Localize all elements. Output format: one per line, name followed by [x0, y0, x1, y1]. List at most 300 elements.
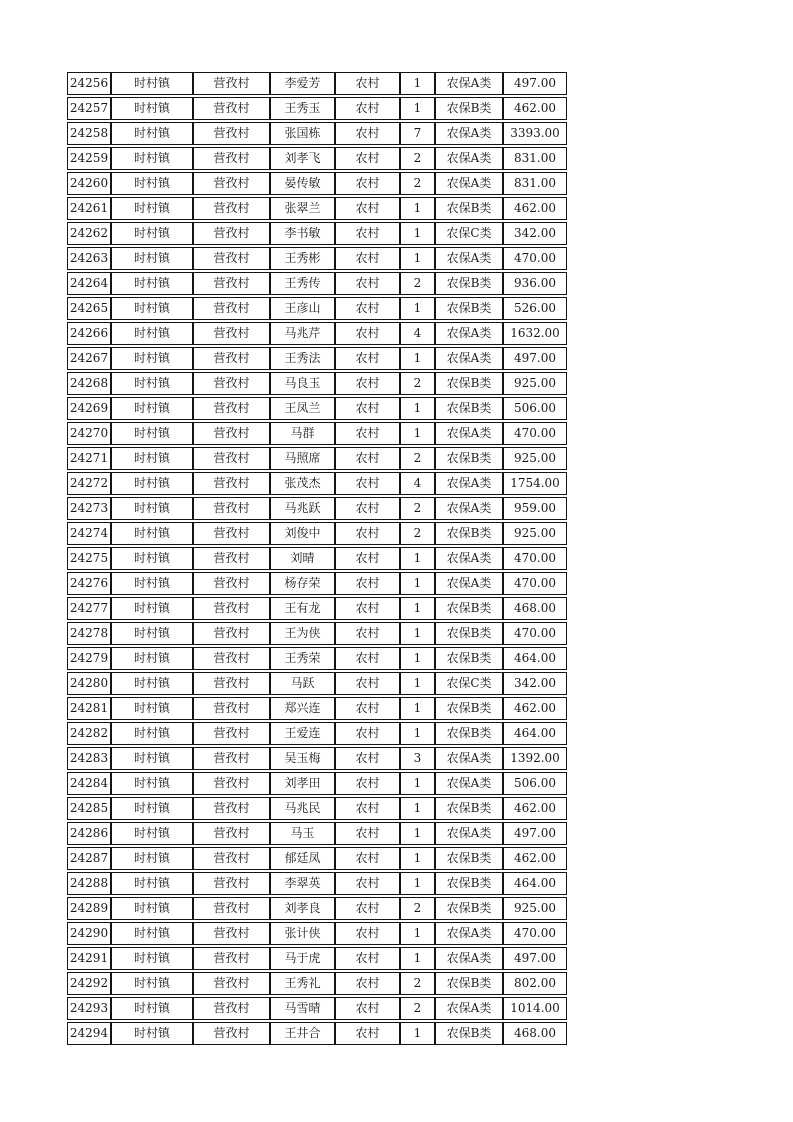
table-row	[67, 997, 567, 1020]
cell-insurance-category: 农保B类	[435, 597, 503, 620]
table-row	[67, 522, 567, 545]
cell-amount: 462.00	[503, 697, 567, 720]
cell-member-count: 1	[400, 872, 435, 895]
cell-record-id: 24281	[67, 697, 111, 720]
cell-person-name: 李书敏	[270, 222, 335, 245]
cell-member-count: 2	[400, 372, 435, 395]
cell-town: 时村镇	[111, 647, 193, 670]
table-row	[67, 472, 567, 495]
records-table-body	[67, 72, 567, 1045]
cell-residence-type: 农村	[335, 847, 400, 870]
cell-residence-type: 农村	[335, 797, 400, 820]
cell-village: 营孜村	[193, 822, 270, 845]
cell-insurance-category: 农保A类	[435, 497, 503, 520]
cell-residence-type: 农村	[335, 947, 400, 970]
cell-person-name: 马兆民	[270, 797, 335, 820]
cell-amount: 802.00	[503, 972, 567, 995]
cell-town: 时村镇	[111, 622, 193, 645]
cell-insurance-category: 农保A类	[435, 122, 503, 145]
cell-insurance-category: 农保A类	[435, 772, 503, 795]
cell-village: 营孜村	[193, 547, 270, 570]
cell-village: 营孜村	[193, 272, 270, 295]
cell-member-count: 2	[400, 897, 435, 920]
cell-town: 时村镇	[111, 572, 193, 595]
cell-member-count: 3	[400, 747, 435, 770]
cell-person-name: 王秀传	[270, 272, 335, 295]
cell-amount: 470.00	[503, 422, 567, 445]
cell-town: 时村镇	[111, 697, 193, 720]
cell-residence-type: 农村	[335, 922, 400, 945]
cell-insurance-category: 农保C类	[435, 222, 503, 245]
cell-village: 营孜村	[193, 972, 270, 995]
cell-record-id: 24259	[67, 147, 111, 170]
cell-insurance-category: 农保B类	[435, 847, 503, 870]
cell-member-count: 2	[400, 997, 435, 1020]
cell-record-id: 24274	[67, 522, 111, 545]
cell-member-count: 2	[400, 522, 435, 545]
cell-record-id: 24262	[67, 222, 111, 245]
cell-member-count: 1	[400, 797, 435, 820]
cell-person-name: 马良玉	[270, 372, 335, 395]
cell-person-name: 马兆跃	[270, 497, 335, 520]
cell-town: 时村镇	[111, 922, 193, 945]
table-row	[67, 897, 567, 920]
cell-person-name: 王有龙	[270, 597, 335, 620]
cell-village: 营孜村	[193, 297, 270, 320]
cell-residence-type: 农村	[335, 672, 400, 695]
cell-member-count: 1	[400, 672, 435, 695]
table-row	[67, 122, 567, 145]
cell-member-count: 1	[400, 347, 435, 370]
cell-residence-type: 农村	[335, 572, 400, 595]
cell-person-name: 王秀礼	[270, 972, 335, 995]
cell-town: 时村镇	[111, 772, 193, 795]
cell-insurance-category: 农保B类	[435, 622, 503, 645]
cell-town: 时村镇	[111, 672, 193, 695]
cell-insurance-category: 农保A类	[435, 422, 503, 445]
cell-insurance-category: 农保B类	[435, 372, 503, 395]
cell-member-count: 1	[400, 97, 435, 120]
cell-village: 营孜村	[193, 672, 270, 695]
cell-member-count: 1	[400, 72, 435, 95]
cell-town: 时村镇	[111, 247, 193, 270]
cell-person-name: 刘晴	[270, 547, 335, 570]
cell-village: 营孜村	[193, 697, 270, 720]
cell-village: 营孜村	[193, 347, 270, 370]
cell-amount: 468.00	[503, 597, 567, 620]
cell-village: 营孜村	[193, 72, 270, 95]
cell-town: 时村镇	[111, 272, 193, 295]
cell-record-id: 24258	[67, 122, 111, 145]
cell-record-id: 24294	[67, 1022, 111, 1045]
cell-residence-type: 农村	[335, 547, 400, 570]
cell-person-name: 刘孝田	[270, 772, 335, 795]
cell-insurance-category: 农保B类	[435, 797, 503, 820]
cell-amount: 497.00	[503, 947, 567, 970]
cell-record-id: 24279	[67, 647, 111, 670]
cell-town: 时村镇	[111, 597, 193, 620]
cell-town: 时村镇	[111, 322, 193, 345]
cell-person-name: 马跃	[270, 672, 335, 695]
cell-amount: 342.00	[503, 222, 567, 245]
cell-residence-type: 农村	[335, 747, 400, 770]
cell-village: 营孜村	[193, 722, 270, 745]
cell-residence-type: 农村	[335, 172, 400, 195]
cell-person-name: 马玉	[270, 822, 335, 845]
cell-residence-type: 农村	[335, 247, 400, 270]
cell-town: 时村镇	[111, 472, 193, 495]
cell-town: 时村镇	[111, 822, 193, 845]
table-row	[67, 422, 567, 445]
table-row	[67, 872, 567, 895]
cell-village: 营孜村	[193, 1022, 270, 1045]
cell-record-id: 24268	[67, 372, 111, 395]
cell-record-id: 24265	[67, 297, 111, 320]
cell-person-name: 王秀彬	[270, 247, 335, 270]
cell-town: 时村镇	[111, 97, 193, 120]
cell-insurance-category: 农保B类	[435, 522, 503, 545]
cell-amount: 1014.00	[503, 997, 567, 1020]
cell-town: 时村镇	[111, 547, 193, 570]
cell-amount: 925.00	[503, 447, 567, 470]
table-row	[67, 622, 567, 645]
cell-village: 营孜村	[193, 147, 270, 170]
cell-person-name: 王凤兰	[270, 397, 335, 420]
cell-member-count: 1	[400, 847, 435, 870]
cell-residence-type: 农村	[335, 147, 400, 170]
cell-town: 时村镇	[111, 172, 193, 195]
table-row	[67, 672, 567, 695]
cell-insurance-category: 农保A类	[435, 472, 503, 495]
cell-residence-type: 农村	[335, 422, 400, 445]
cell-village: 营孜村	[193, 372, 270, 395]
cell-member-count: 1	[400, 822, 435, 845]
cell-amount: 464.00	[503, 872, 567, 895]
cell-insurance-category: 农保B类	[435, 697, 503, 720]
cell-amount: 497.00	[503, 347, 567, 370]
cell-insurance-category: 农保B类	[435, 722, 503, 745]
cell-member-count: 2	[400, 447, 435, 470]
cell-record-id: 24284	[67, 772, 111, 795]
cell-amount: 831.00	[503, 172, 567, 195]
cell-amount: 831.00	[503, 147, 567, 170]
cell-person-name: 李爱芳	[270, 72, 335, 95]
cell-town: 时村镇	[111, 297, 193, 320]
cell-insurance-category: 农保C类	[435, 672, 503, 695]
cell-record-id: 24273	[67, 497, 111, 520]
cell-member-count: 1	[400, 572, 435, 595]
table-row	[67, 847, 567, 870]
cell-amount: 526.00	[503, 297, 567, 320]
cell-town: 时村镇	[111, 1022, 193, 1045]
cell-record-id: 24293	[67, 997, 111, 1020]
cell-town: 时村镇	[111, 847, 193, 870]
cell-record-id: 24263	[67, 247, 111, 270]
cell-record-id: 24277	[67, 597, 111, 620]
cell-record-id: 24276	[67, 572, 111, 595]
cell-town: 时村镇	[111, 347, 193, 370]
cell-amount: 462.00	[503, 847, 567, 870]
cell-person-name: 杨存荣	[270, 572, 335, 595]
cell-record-id: 24271	[67, 447, 111, 470]
cell-residence-type: 农村	[335, 597, 400, 620]
cell-person-name: 王秀荣	[270, 647, 335, 670]
cell-residence-type: 农村	[335, 322, 400, 345]
cell-insurance-category: 农保A类	[435, 247, 503, 270]
cell-residence-type: 农村	[335, 397, 400, 420]
cell-person-name: 张国栋	[270, 122, 335, 145]
cell-village: 营孜村	[193, 497, 270, 520]
cell-insurance-category: 农保A类	[435, 572, 503, 595]
cell-amount: 470.00	[503, 922, 567, 945]
cell-record-id: 24289	[67, 897, 111, 920]
table-row	[67, 597, 567, 620]
cell-record-id: 24282	[67, 722, 111, 745]
cell-insurance-category: 农保A类	[435, 72, 503, 95]
cell-amount: 506.00	[503, 397, 567, 420]
cell-member-count: 1	[400, 547, 435, 570]
cell-member-count: 1	[400, 647, 435, 670]
cell-record-id: 24266	[67, 322, 111, 345]
cell-amount: 3393.00	[503, 122, 567, 145]
cell-village: 营孜村	[193, 597, 270, 620]
cell-insurance-category: 农保B类	[435, 647, 503, 670]
table-row	[67, 972, 567, 995]
cell-person-name: 刘孝良	[270, 897, 335, 920]
cell-member-count: 1	[400, 1022, 435, 1045]
cell-amount: 470.00	[503, 547, 567, 570]
cell-amount: 1632.00	[503, 322, 567, 345]
cell-insurance-category: 农保A类	[435, 322, 503, 345]
cell-town: 时村镇	[111, 722, 193, 745]
cell-amount: 925.00	[503, 897, 567, 920]
cell-member-count: 1	[400, 422, 435, 445]
cell-record-id: 24286	[67, 822, 111, 845]
cell-person-name: 张翠兰	[270, 197, 335, 220]
table-row	[67, 797, 567, 820]
cell-residence-type: 农村	[335, 122, 400, 145]
cell-residence-type: 农村	[335, 197, 400, 220]
cell-person-name: 张茂杰	[270, 472, 335, 495]
table-row	[67, 647, 567, 670]
cell-residence-type: 农村	[335, 497, 400, 520]
cell-record-id: 24287	[67, 847, 111, 870]
table-row	[67, 297, 567, 320]
cell-village: 营孜村	[193, 572, 270, 595]
cell-insurance-category: 农保B类	[435, 197, 503, 220]
cell-record-id: 24288	[67, 872, 111, 895]
cell-village: 营孜村	[193, 997, 270, 1020]
cell-village: 营孜村	[193, 847, 270, 870]
cell-town: 时村镇	[111, 872, 193, 895]
cell-member-count: 2	[400, 497, 435, 520]
cell-member-count: 1	[400, 947, 435, 970]
cell-record-id: 24285	[67, 797, 111, 820]
cell-residence-type: 农村	[335, 997, 400, 1020]
cell-amount: 959.00	[503, 497, 567, 520]
table-row	[67, 222, 567, 245]
cell-member-count: 1	[400, 622, 435, 645]
cell-amount: 1754.00	[503, 472, 567, 495]
table-row	[67, 772, 567, 795]
cell-village: 营孜村	[193, 422, 270, 445]
cell-member-count: 4	[400, 322, 435, 345]
cell-village: 营孜村	[193, 647, 270, 670]
table-row	[67, 1022, 567, 1045]
cell-member-count: 1	[400, 222, 435, 245]
cell-town: 时村镇	[111, 897, 193, 920]
cell-village: 营孜村	[193, 897, 270, 920]
cell-amount: 342.00	[503, 672, 567, 695]
cell-record-id: 24270	[67, 422, 111, 445]
table-row	[67, 372, 567, 395]
cell-record-id: 24260	[67, 172, 111, 195]
cell-village: 营孜村	[193, 97, 270, 120]
cell-town: 时村镇	[111, 372, 193, 395]
cell-person-name: 吴玉梅	[270, 747, 335, 770]
cell-village: 营孜村	[193, 772, 270, 795]
cell-record-id: 24292	[67, 972, 111, 995]
cell-member-count: 1	[400, 922, 435, 945]
cell-village: 营孜村	[193, 747, 270, 770]
table-row	[67, 547, 567, 570]
cell-record-id: 24264	[67, 272, 111, 295]
cell-person-name: 王秀玉	[270, 97, 335, 120]
cell-residence-type: 农村	[335, 272, 400, 295]
cell-amount: 1392.00	[503, 747, 567, 770]
cell-person-name: 王为侠	[270, 622, 335, 645]
cell-town: 时村镇	[111, 972, 193, 995]
table-row	[67, 97, 567, 120]
cell-person-name: 王爱连	[270, 722, 335, 745]
cell-residence-type: 农村	[335, 647, 400, 670]
table-row	[67, 447, 567, 470]
cell-person-name: 马照席	[270, 447, 335, 470]
cell-town: 时村镇	[111, 947, 193, 970]
table-row	[67, 722, 567, 745]
cell-insurance-category: 农保A类	[435, 947, 503, 970]
cell-record-id: 24257	[67, 97, 111, 120]
cell-residence-type: 农村	[335, 697, 400, 720]
cell-town: 时村镇	[111, 747, 193, 770]
cell-residence-type: 农村	[335, 347, 400, 370]
cell-insurance-category: 农保A类	[435, 147, 503, 170]
cell-residence-type: 农村	[335, 722, 400, 745]
cell-member-count: 1	[400, 247, 435, 270]
cell-amount: 470.00	[503, 572, 567, 595]
cell-insurance-category: 农保B类	[435, 1022, 503, 1045]
cell-residence-type: 农村	[335, 972, 400, 995]
cell-insurance-category: 农保B类	[435, 872, 503, 895]
cell-village: 营孜村	[193, 522, 270, 545]
cell-village: 营孜村	[193, 122, 270, 145]
cell-town: 时村镇	[111, 797, 193, 820]
table-row	[67, 822, 567, 845]
cell-record-id: 24290	[67, 922, 111, 945]
cell-record-id: 24275	[67, 547, 111, 570]
cell-insurance-category: 农保B类	[435, 897, 503, 920]
cell-town: 时村镇	[111, 497, 193, 520]
cell-residence-type: 农村	[335, 472, 400, 495]
cell-village: 营孜村	[193, 247, 270, 270]
cell-residence-type: 农村	[335, 772, 400, 795]
cell-amount: 506.00	[503, 772, 567, 795]
table-row	[67, 322, 567, 345]
cell-insurance-category: 农保B类	[435, 447, 503, 470]
table-row	[67, 272, 567, 295]
cell-record-id: 24280	[67, 672, 111, 695]
cell-residence-type: 农村	[335, 222, 400, 245]
cell-town: 时村镇	[111, 122, 193, 145]
cell-amount: 925.00	[503, 372, 567, 395]
cell-person-name: 马兆芹	[270, 322, 335, 345]
cell-member-count: 2	[400, 972, 435, 995]
cell-village: 营孜村	[193, 197, 270, 220]
table-row	[67, 572, 567, 595]
table-row	[67, 72, 567, 95]
cell-insurance-category: 农保A类	[435, 822, 503, 845]
cell-amount: 497.00	[503, 72, 567, 95]
cell-insurance-category: 农保B类	[435, 272, 503, 295]
cell-insurance-category: 农保A类	[435, 997, 503, 1020]
cell-village: 营孜村	[193, 172, 270, 195]
cell-amount: 462.00	[503, 97, 567, 120]
table-row	[67, 197, 567, 220]
cell-amount: 462.00	[503, 797, 567, 820]
cell-record-id: 24256	[67, 72, 111, 95]
cell-residence-type: 农村	[335, 72, 400, 95]
cell-record-id: 24261	[67, 197, 111, 220]
cell-member-count: 7	[400, 122, 435, 145]
cell-person-name: 马雪晴	[270, 997, 335, 1020]
cell-record-id: 24291	[67, 947, 111, 970]
cell-member-count: 1	[400, 297, 435, 320]
cell-residence-type: 农村	[335, 897, 400, 920]
cell-residence-type: 农村	[335, 872, 400, 895]
cell-record-id: 24267	[67, 347, 111, 370]
cell-person-name: 马群	[270, 422, 335, 445]
cell-insurance-category: 农保A类	[435, 747, 503, 770]
cell-record-id: 24269	[67, 397, 111, 420]
cell-village: 营孜村	[193, 622, 270, 645]
cell-residence-type: 农村	[335, 1022, 400, 1045]
table-row	[67, 397, 567, 420]
cell-person-name: 晏传敏	[270, 172, 335, 195]
cell-amount: 470.00	[503, 622, 567, 645]
cell-person-name: 张计侠	[270, 922, 335, 945]
table-row	[67, 247, 567, 270]
cell-village: 营孜村	[193, 872, 270, 895]
cell-person-name: 王井合	[270, 1022, 335, 1045]
cell-record-id: 24272	[67, 472, 111, 495]
cell-member-count: 1	[400, 697, 435, 720]
table-row	[67, 697, 567, 720]
cell-insurance-category: 农保B类	[435, 297, 503, 320]
cell-amount: 468.00	[503, 1022, 567, 1045]
cell-person-name: 马于虎	[270, 947, 335, 970]
cell-residence-type: 农村	[335, 97, 400, 120]
cell-village: 营孜村	[193, 447, 270, 470]
cell-person-name: 李翠英	[270, 872, 335, 895]
cell-town: 时村镇	[111, 222, 193, 245]
cell-town: 时村镇	[111, 397, 193, 420]
cell-member-count: 1	[400, 722, 435, 745]
cell-insurance-category: 农保B类	[435, 972, 503, 995]
cell-village: 营孜村	[193, 922, 270, 945]
cell-amount: 464.00	[503, 722, 567, 745]
table-row	[67, 922, 567, 945]
cell-amount: 462.00	[503, 197, 567, 220]
